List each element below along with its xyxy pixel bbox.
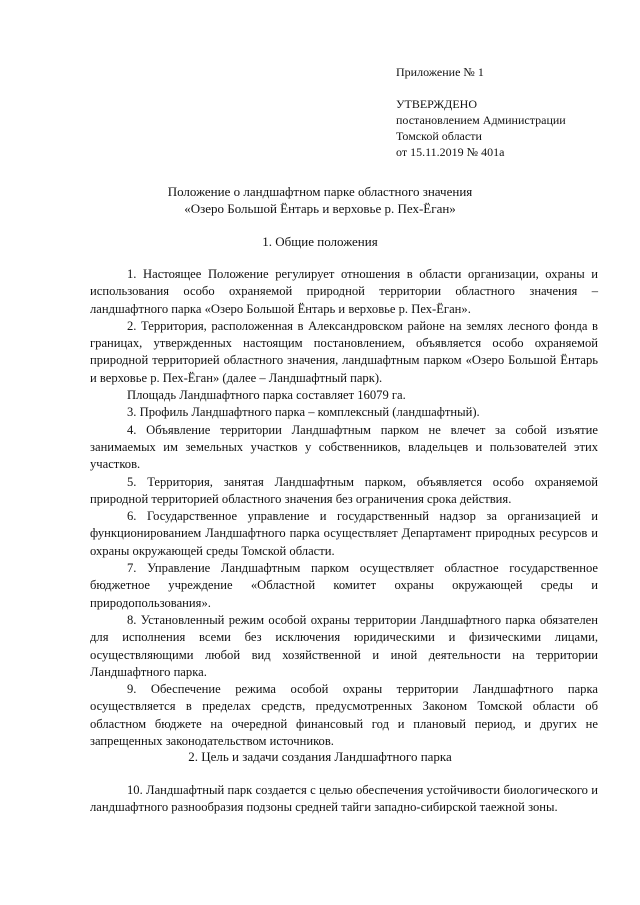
- paragraph: Площадь Ландшафтного парка составляет 16079 га.: [127, 388, 406, 403]
- section-2-heading: 2. Цель и задачи создания Ландшафтного парка: [188, 749, 452, 764]
- paragraph: 4. Объявление территории Ландшафтным парком не влечет за собой изъятие занимаемых им земельных участков у собственников, владельцев и пользователей этих участков.: [90, 422, 598, 472]
- approval-line-1: постановлением Администрации: [396, 113, 566, 127]
- title-line-2: «Озеро Большой Ёнтарь и верховье р. Пех-Ёган»: [184, 201, 456, 216]
- paragraph: 6. Государственное управление и государственный надзор за организацией и функционированием Ландшафтного парка осуществляет Департамент природных ресурсов и охраны окружающей среды Томской области.: [90, 509, 598, 558]
- paragraph: 2. Территория, расположенная в Александровском районе на землях лесного фонда в границах, утвержденных настоящим постановлением, объявляется особо охраняемой природной территорией областного значения, ландшафтным парком «Озеро Большой Ёнтарь и верховье р. Пех-Ёган» (далее – Ландшафтный парк).: [90, 318, 598, 385]
- paragraph: 5. Территория, занятая Ландшафтным парком, объявляется особо охраняемой природной территорией областного значения без ограничения срока действия.: [90, 474, 598, 506]
- section-2-body: [90, 782, 598, 817]
- approved-label: УТВЕРЖДЕНО: [396, 97, 478, 111]
- section-1-body: [90, 266, 598, 750]
- title-line-1: Положение о ландшафтном парке областного значения: [167, 184, 473, 199]
- paragraph: 7. Управление Ландшафтным парком осуществляет областное государственное бюджетное учреждение «Областной комитет охраны окружающей среды и природопользования».: [90, 561, 598, 610]
- document-title: [100, 183, 540, 217]
- appendix-label: Приложение № 1: [396, 65, 484, 79]
- approval-line-3: от 15.11.2019 № 401а: [396, 145, 505, 159]
- paragraph: 10. Ландшафтный парк создается с целью обеспечения устойчивости биологического и ландшафтного разнообразия подзоны средней тайги западно-сибирской таежной зоны.: [90, 783, 598, 815]
- approval-line-2: Томской области: [396, 129, 482, 143]
- paragraph: 9. Обеспечение режима особой охраны территории Ландшафтного парка осуществляется в пределах средств, предусмотренных Законом Томской области об областном бюджете на очередной финансовый год и плановый период, и других не запрещенных законодательством источников.: [90, 682, 598, 749]
- spacer: [396, 80, 626, 96]
- paragraph: 3. Профиль Ландшафтного парка – комплексный (ландшафтный).: [127, 405, 480, 420]
- paragraph: 1. Настоящее Положение регулирует отношения в области организации, охраны и использования особо охраняемой природной территории областного значения – ландшафтного парка «Озеро Большой Ёнтарь и верховье р. Пех-Ёган».: [90, 267, 598, 316]
- paragraph: 8. Установленный режим особой охраны территории Ландшафтного парка обязателен для исполнения всеми без исключения юридическими и физическими лицами, осуществляющими любой вид хозяйственной и иной деятельности на территории Ландшафтного парка.: [90, 612, 598, 679]
- section-1-heading: 1. Общие положения: [262, 234, 378, 249]
- approval-block: [396, 64, 626, 160]
